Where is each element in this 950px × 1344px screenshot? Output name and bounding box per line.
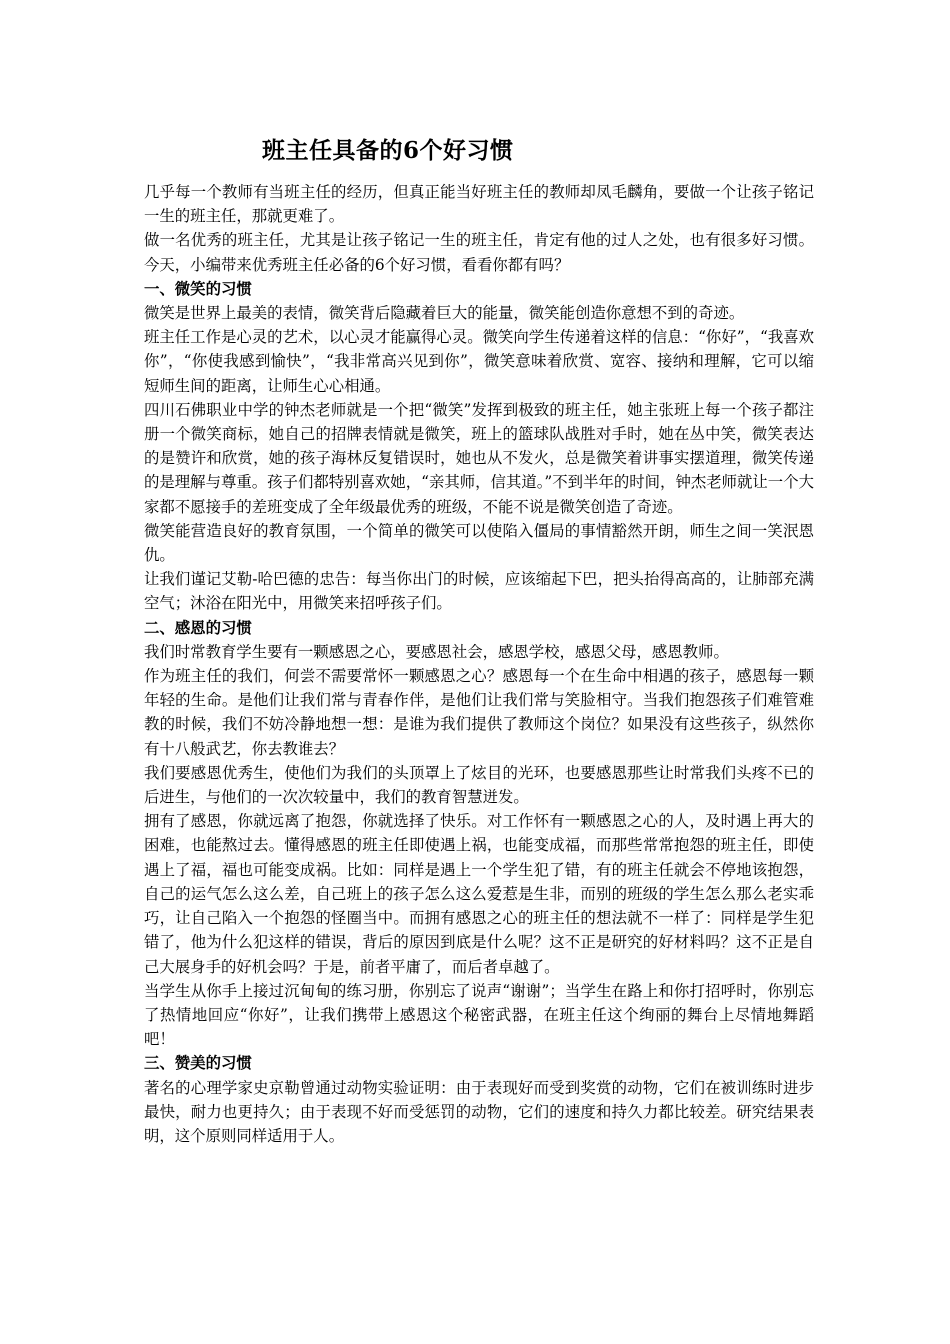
section-paragraph: 当学生从你手上接过沉甸甸的练习册，你别忘了说声“谢谢”；当学生在路上和你打招呼时，你别忘了热情地回应“你好”，让我们携带上感恩这个秘密武器，在班主任这个绚丽的舞台上尽情地舞蹈吧！ bbox=[144, 981, 814, 1049]
section-paragraph: 我们要感恩优秀生，使他们为我们的头顶罩上了炫目的光环，也要感恩那些让时常我们头疼不已的后进生，与他们的一次次较量中，我们的教育智慧迸发。 bbox=[144, 763, 814, 807]
intro-paragraph: 几乎每一个教师有当班主任的经历，但真正能当好班主任的教师却凤毛麟角，要做一个让孩子铭记一生的班主任，那就更难了。 bbox=[144, 183, 814, 226]
section-heading-praise: 三、赞美的习惯 bbox=[144, 1054, 252, 1073]
section-heading-gratitude: 二、感恩的习惯 bbox=[144, 618, 252, 637]
section-paragraph: 我们时常教育学生要有一颗感恩之心，要感恩社会，感恩学校，感恩父母，感恩教师。 bbox=[144, 642, 729, 661]
section-paragraph: 微笑能营造良好的教育氛围，一个简单的微笑可以使陷入僵局的事情豁然开朗，师生之间一笑泯恩仇。 bbox=[144, 521, 814, 565]
page-title: 班主任具备的6个好习惯 bbox=[262, 137, 514, 164]
section-paragraph: 著名的心理学家史京勒曾通过动物实验证明：由于表现好而受到奖赏的动物，它们在被训练时进步最快，耐力也更持久；由于表现不好而受惩罚的动物，它们的速度和持久力都比较差。研究结果表明，这个原则同样适用于人。 bbox=[144, 1078, 814, 1145]
section-paragraph: 微笑是世界上最美的表情，微笑背后隐藏着巨大的能量，微笑能创造你意想不到的奇迹。 bbox=[144, 304, 745, 323]
section-paragraph: 让我们谨记艾勒-哈巴德的忠告：每当你出门的时候，应该缩起下巴，把头抬得高高的，让肺部充满空气；沐浴在阳光中，用微笑来招呼孩子们。 bbox=[144, 570, 814, 613]
section-paragraph: 作为班主任的我们，何尝不需要常怀一颗感恩之心？感恩每一个在生命中相遇的孩子，感恩每一颗年轻的生命。是他们让我们常与青春作伴，是他们让我们常与笑脸相守。当我们抱怨孩子们难管难教的时候，我们不妨冷静地想一想：是谁为我们提供了教师这个岗位？如果没有这些孩子，纵然你有十八般武艺，你去教谁去？ bbox=[144, 667, 814, 758]
section-paragraph: 班主任工作是心灵的艺术，以心灵才能赢得心灵。微笑向学生传递着这样的信息：“你好”，“我喜欢你”，“你使我感到愉快”，“我非常高兴见到你”，微笑意味着欣赏、宽容、接纳和理解，它可以缩短师生间的距离，让师生心心相通。 bbox=[144, 328, 815, 395]
document-body bbox=[144, 180, 814, 1148]
section-paragraph: 四川石佛职业中学的钟杰老师就是一个把“微笑”发挥到极致的班主任，她主张班上每一个孩子都注册一个微笑商标，她自己的招牌表情就是微笑，班上的篮球队战胜对手时，她在丛中笑，微笑表达的是赞许和欣赏，她的孩子海林反复错误时，她也从不发火，总是微笑着讲事实摆道理，微笑传递的是理解与尊重。孩子们都特别喜欢她，“亲其师，信其道。”不到半年的时间，钟杰老师就让一个大家都不愿接手的差班变成了全年级最优秀的班级，不能不说是微笑创造了奇迹。 bbox=[144, 400, 814, 516]
section-paragraph: 拥有了感恩，你就远离了抱怨，你就选择了快乐。对工作怀有一颗感恩之心的人，及时遇上再大的困难，也能熬过去。懂得感恩的班主任即使遇上祸，也能变成福，而那些常常抱怨的班主任，即使遇上了福，福也可能变成祸。比如：同样是遇上一个学生犯了错，有的班主任就会不停地该抱怨，自己的运气怎么这么差，自己班上的孩子怎么这么爱惹是生非，而别的班级的学生怎么那么老实乖巧，让自己陷入一个抱怨的怪圈当中。而拥有感恩之心的班主任的想法就不一样了：同样是学生犯错了，他为什么犯这样的错误，背后的原因到底是什么呢？这不正是研究的好材料吗？这不正是自己大展身手的好机会吗？于是，前者平庸了，而后者卓越了。 bbox=[144, 812, 814, 976]
intro-paragraph: 做一名优秀的班主任，尤其是让孩子铭记一生的班主任，肯定有他的过人之处，也有很多好习惯。今天，小编带来优秀班主任必备的6个好习惯，看看你都有吗？ bbox=[144, 231, 814, 274]
section-heading-smile: 一、微笑的习惯 bbox=[144, 279, 252, 298]
